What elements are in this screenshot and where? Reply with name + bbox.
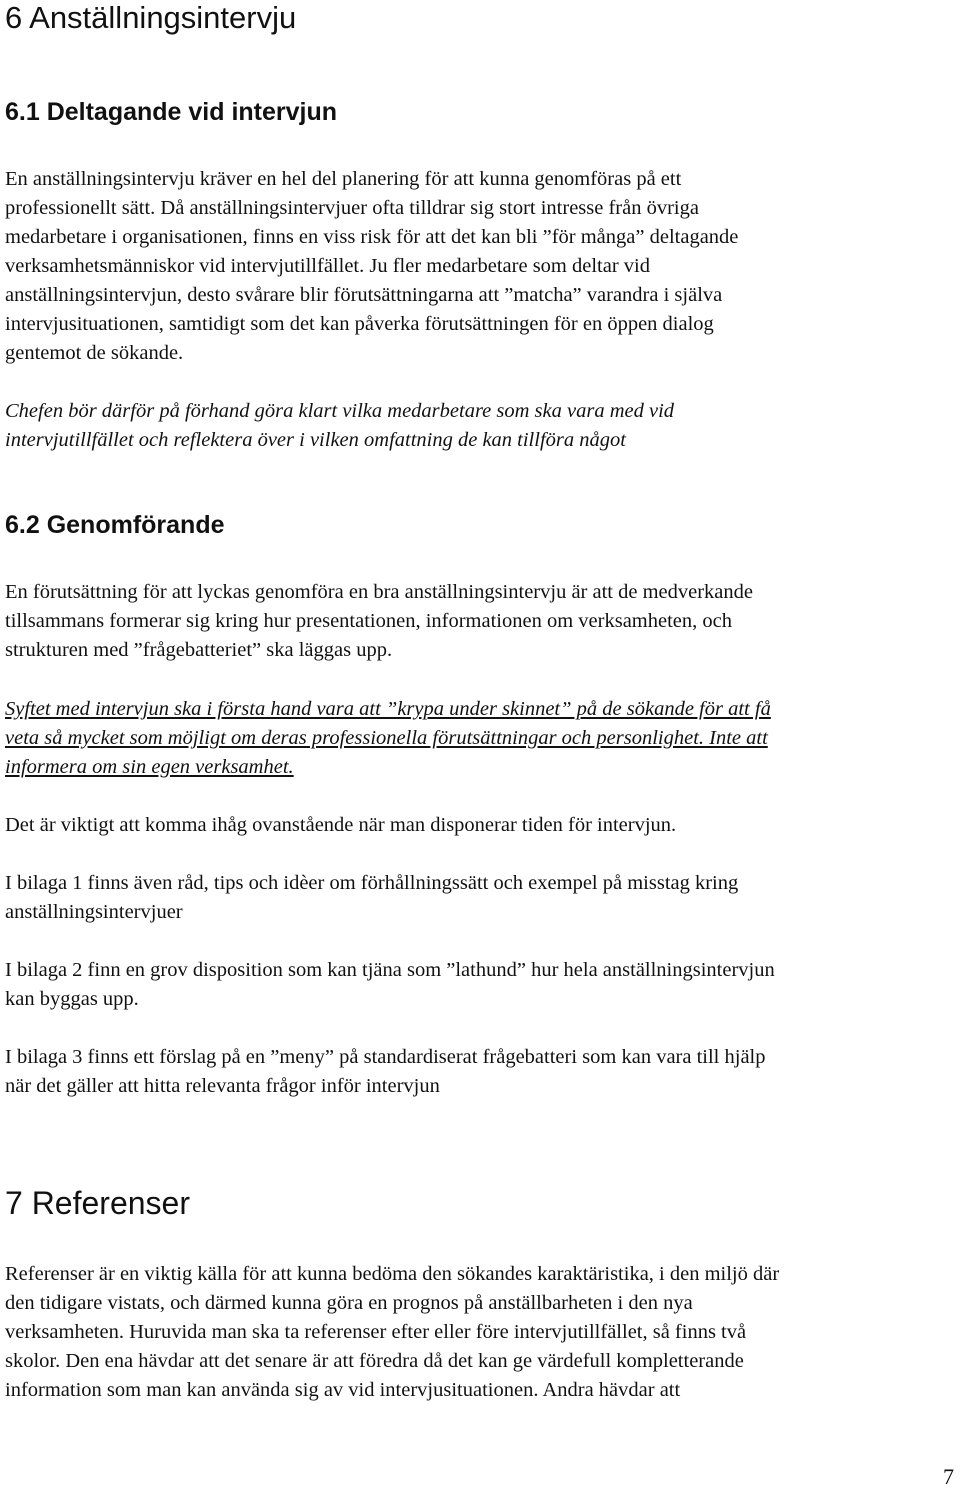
text-line: verksamhetsmänniskor vid intervjutillfället. Ju fler medarbetare som deltar vid [5, 255, 650, 277]
text-line: anställningsintervjuer [5, 901, 183, 923]
text-line: Referenser är en viktig källa för att kunna bedöma den sökandes karaktäristika, i den miljö där [5, 1263, 780, 1285]
text-line: den tidigare vistats, och därmed kunna göra en prognos på anställbarheten i den nya [5, 1292, 693, 1314]
text-line: verksamheten. Huruvida man ska ta referenser efter eller före intervjutillfället, så finns två [5, 1321, 747, 1343]
text-line: informera om sin egen verksamhet. [5, 756, 294, 778]
text-line: information som man kan använda sig av vid intervjusituationen. Andra hävdar att [5, 1379, 681, 1401]
text-line: medarbetare i organisationen, finns en viss risk för att det kan bli ”för många” deltagande [5, 226, 739, 248]
text-line: när det gäller att hitta relevanta frågor inför intervjun [5, 1075, 440, 1097]
paragraph-appendix-2 [5, 956, 775, 1014]
page-number: 7 [943, 1464, 954, 1489]
section-6-title: 6 Anställningsintervju [5, 0, 297, 35]
section-7-title: 7 Referenser [5, 1185, 190, 1221]
text-line: Det är viktigt att komma ihåg ovanstående när man disponerar tiden för intervjun. [5, 814, 677, 836]
text-line: intervjutillfället och reflektera över i vilken omfattning de kan tillföra något [5, 429, 626, 451]
text-line: I bilaga 3 finns ett förslag på en ”meny” på standardiserat frågebatteri som kan vara till hjälp [5, 1046, 766, 1068]
paragraph-appendix-3 [5, 1043, 766, 1101]
text-line: gentemot de sökande. [5, 342, 184, 364]
text-line: En anställningsintervju kräver en hel del planering för att kunna genomföras på ett [5, 168, 682, 190]
text-line: tillsammans formerar sig kring hur presentationen, informationen om verksamheten, och [5, 610, 732, 632]
text-line: Syftet med intervjun ska i första hand vara att ”krypa under skinnet” på de sökande för att få [5, 698, 771, 720]
text-segment: Inte att [704, 727, 768, 749]
paragraph-remember [5, 811, 676, 840]
paragraph-participation [5, 165, 738, 368]
text-segment: veta så mycket som möjligt om deras professionella förutsättningar och personlighet. [5, 727, 705, 749]
text-line: En förutsättning för att lyckas genomföra en bra anställningsintervju är att de medverkande [5, 581, 753, 603]
text-line: Chefen bör därför på förhand göra klart vilka medarbetare som ska vara med vid [5, 400, 675, 422]
text-line [5, 724, 771, 753]
paragraph-purpose [5, 695, 771, 782]
text-line: I bilaga 1 finns även råd, tips och idèer om förhållningssätt och exempel på misstag kring [5, 872, 739, 894]
text-line: skolor. Den ena hävdar att det senare är att föredra då det kan ge värdefull kompletterande [5, 1350, 744, 1372]
text-line: anställningsintervjun, desto svårare blir förutsättningarna att ”matcha” varandra i själva [5, 284, 723, 306]
text-line: kan byggas upp. [5, 988, 139, 1010]
paragraph-appendix-1 [5, 869, 738, 927]
text-line: I bilaga 2 finn en grov disposition som kan tjäna som ”lathund” hur hela anställningsintervjun [5, 959, 775, 981]
text-line: professionellt sätt. Då anställningsintervjuer ofta tilldrar sig stort intresse från övriga [5, 197, 699, 219]
paragraph-references [5, 1260, 779, 1405]
paragraph-manager-advice [5, 397, 674, 455]
paragraph-prerequisite [5, 578, 753, 665]
text-line: strukturen med ”frågebatteriet” ska läggas upp. [5, 639, 393, 661]
section-6-1-title: 6.1 Deltagande vid intervjun [5, 98, 338, 126]
section-6-2-title: 6.2 Genomförande [5, 511, 225, 539]
text-line: intervjusituationen, samtidigt som det kan påverka förutsättningen för en öppen dialog [5, 313, 714, 335]
